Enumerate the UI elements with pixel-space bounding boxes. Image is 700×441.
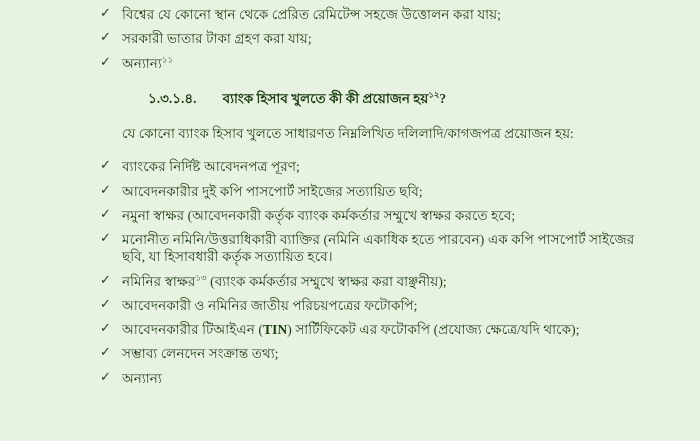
requirements-list bbox=[100, 158, 660, 387]
section-number: ১.৩.১.৪. bbox=[148, 90, 197, 106]
top-bullet-list bbox=[100, 6, 660, 72]
list-item bbox=[100, 55, 660, 72]
list-item bbox=[100, 158, 660, 175]
list-item-text: সম্ভাব্য লেনদেন সংক্রান্ত তথ্য; bbox=[122, 346, 279, 362]
list-item bbox=[100, 273, 660, 290]
list-item bbox=[100, 321, 660, 338]
checkmark-icon: ✓ bbox=[100, 206, 111, 222]
checkmark-icon: ✓ bbox=[100, 296, 111, 312]
section-title-trailing: ? bbox=[439, 90, 447, 106]
list-item bbox=[100, 370, 660, 387]
section-title-text: ব্যাংক হিসাব খুলতে কী কী প্রয়োজন হয় bbox=[222, 90, 429, 106]
checkmark-icon: ✓ bbox=[100, 30, 111, 46]
list-item-text bbox=[122, 55, 660, 72]
checkmark-icon: ✓ bbox=[100, 6, 111, 21]
list-item-text: অন্যান্য bbox=[122, 370, 162, 386]
checkmark-icon: ✓ bbox=[100, 182, 111, 198]
list-item-text: মনোনীত নমিনি/উত্তরাধিকারী ব্যাক্তির (নমিনি একাধিক হতে পারবেন) এক কপি পাসপোর্ট সাইজের ছবি, যা হিসাবধারী কর্তৃক সত্যায়িত হবে। bbox=[122, 232, 635, 265]
list-item-text: আবেদনকারী ও নমিনির জাতীয় পরিচয়পত্রের ফটোকপি; bbox=[122, 297, 418, 313]
list-item bbox=[100, 231, 660, 266]
checkmark-icon: ✓ bbox=[100, 158, 111, 174]
footnote-marker: ১২ bbox=[428, 89, 440, 100]
list-item-label: অন্যান্য bbox=[122, 55, 162, 71]
list-item bbox=[100, 6, 660, 23]
section-heading bbox=[100, 88, 660, 111]
list-item bbox=[100, 297, 660, 314]
list-item-suffix: (ব্যাংক কর্মকর্তার সম্মুখে স্বাক্ষর করা বাঞ্ছনীয়); bbox=[206, 273, 447, 289]
list-item-text: বিশ্বের যে কোনো স্থান থেকে প্রেরিত রেমিটেন্স সহজে উত্তোলন করা যায়; bbox=[122, 7, 502, 22]
checkmark-icon: ✓ bbox=[100, 345, 111, 361]
checkmark-icon: ✓ bbox=[100, 231, 111, 247]
checkmark-icon: ✓ bbox=[100, 321, 111, 337]
footnote-marker: ১১ bbox=[161, 54, 174, 65]
footnote-marker: ১৩ bbox=[195, 272, 207, 283]
list-item bbox=[100, 207, 660, 224]
intro-paragraph: যে কোনো ব্যাংক হিসাব খুলতে সাধারণত নিম্নলিখিত দলিলাদি/কাগজপত্র প্রয়োজন হয়: bbox=[122, 125, 574, 141]
list-item-label: নমিনির স্বাক্ষর bbox=[122, 273, 196, 289]
list-item-text: নমুনা স্বাক্ষর (আবেদনকারী কর্তৃক ব্যাংক কর্মকর্তার সম্মুখে স্বাক্ষর করতে হবে; bbox=[122, 207, 516, 223]
checkmark-icon: ✓ bbox=[100, 54, 111, 70]
section-title bbox=[223, 88, 447, 111]
checkmark-icon: ✓ bbox=[100, 272, 111, 288]
list-item-text: সরকারী ভাতার টাকা গ্রহণ করা যায়; bbox=[122, 31, 312, 47]
list-item bbox=[100, 345, 660, 362]
checkmark-icon: ✓ bbox=[100, 369, 111, 385]
list-item-text: আবেদনকারীর দুই কপি পাসপোর্ট সাইজের সত্যায়িত ছবি; bbox=[122, 183, 423, 199]
list-item bbox=[100, 30, 660, 47]
list-item-text: ব্যাংকের নির্দিষ্ট আবেদনপত্র পূরণ; bbox=[122, 159, 300, 175]
list-item-text bbox=[122, 273, 660, 290]
list-item-text: আবেদনকারীর টিআইএন (TIN) সার্টিফিকেট এর ফটোকপি (প্রযোজ্য ক্ষেত্রে/যদি থাকে); bbox=[122, 322, 580, 338]
list-item bbox=[100, 183, 660, 200]
